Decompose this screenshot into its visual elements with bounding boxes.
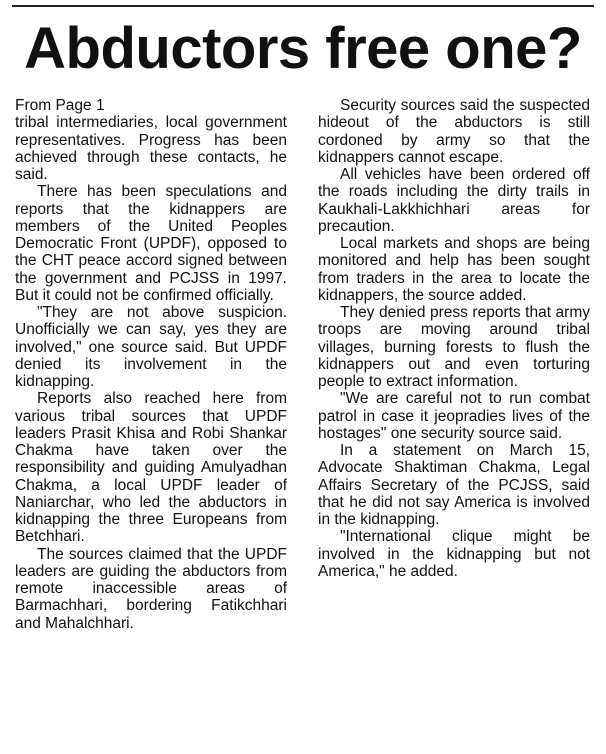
- paragraph: In a statement on March 15, Advocate Shaktiman Chakma, Legal Affairs Secretary of the PCJSS, said that he did not say America is involved in the kidnapping.: [318, 442, 590, 528]
- paragraph: Local markets and shops are being monitored and help has been sought from traders in the area to locate the kidnappers, the source added.: [318, 235, 590, 304]
- paragraph: "We are careful not to run combat patrol in case it jeopradies lives of the hostages" one security source said.: [318, 390, 590, 442]
- paragraph: "They are not above suspicion. Unofficially we can say, yes they are involved," one source said. But UPDF denied its involvement in the kidnapping.: [15, 304, 287, 390]
- paragraph: There has been speculations and reports that the kidnappers are members of the United Peoples Democratic Front (UPDF), opposed to the CHT peace accord signed between the government and PCJSS in 1997. But it could not be confirmed officially.: [15, 183, 287, 304]
- paragraph: Reports also reached here from various tribal sources that UPDF leaders Prasit Khisa and Robi Shankar Chakma have taken over the responsibility and guiding Amulyadhan Chakma, a local UPDF leader of Naniarchar, who led the abductors in kidnapping the three Europeans from Betchhari.: [15, 390, 287, 546]
- paragraph: They denied press reports that army troops are moving around tribal villages, burning forests to flush the kidnappers out and even torturing people to extract information.: [318, 304, 590, 390]
- headline: Abductors free one?: [24, 16, 582, 81]
- paragraph: "International clique might be involved in the kidnapping but not America," he added.: [318, 528, 590, 580]
- dateline: From Page 1: [15, 97, 105, 114]
- paragraph: tribal intermediaries, local government representatives. Progress has been achieved through these contacts, he said.: [15, 114, 287, 183]
- paragraph: The sources claimed that the UPDF leaders are guiding the abductors from remote inaccessible areas of Barmachhari, bordering Fatikchhari and Mahalchhari.: [15, 545, 287, 632]
- paragraph: Security sources said the suspected hideout of the abductors is still cordoned by army so that the kidnappers cannot escape.: [318, 97, 590, 166]
- top-rule: [12, 5, 594, 7]
- article-column-left: [15, 97, 287, 632]
- article-column-right: [318, 97, 590, 580]
- paragraph: All vehicles have been ordered off the roads including the dirty trails in Kaukhali-Lakkhichhari areas for precaution.: [318, 166, 590, 235]
